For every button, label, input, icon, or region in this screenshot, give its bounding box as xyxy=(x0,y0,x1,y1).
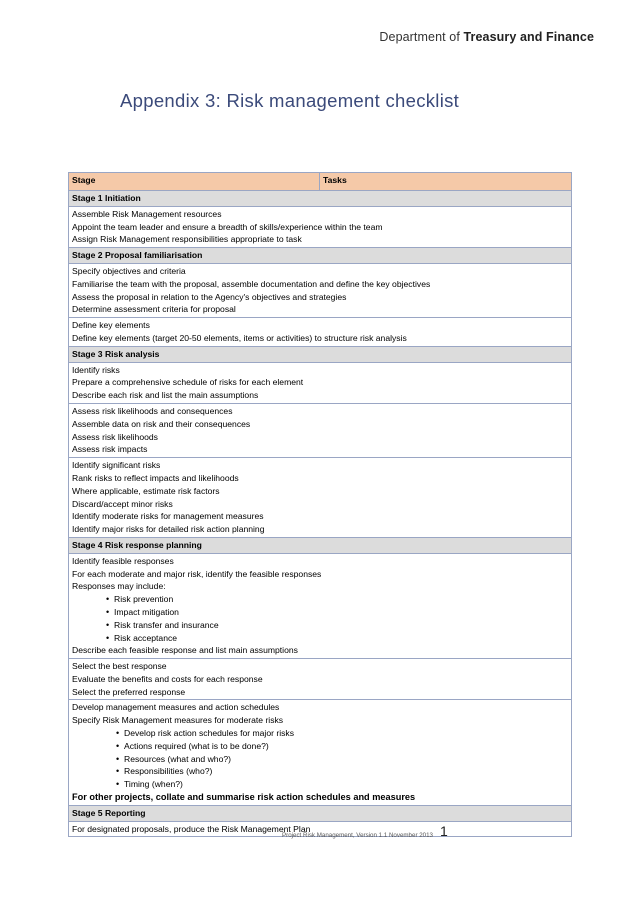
task-line: Identify risks xyxy=(72,364,120,375)
bullet-item: • Actions required (what is to be done?) xyxy=(72,740,568,753)
stage-5-label: Stage 5 Reporting xyxy=(69,805,572,821)
task-group xyxy=(69,362,572,403)
task-line: Identify feasible responses xyxy=(72,555,174,566)
task-line: Specify objectives and criteria xyxy=(72,265,186,276)
bullet-item: • Timing (when?) xyxy=(72,778,568,791)
task-line: Specify Risk Management measures for moderate risks xyxy=(72,715,284,726)
task-group xyxy=(69,403,572,457)
task-group xyxy=(69,553,572,658)
stage-1-label: Stage 1 Initiation xyxy=(69,191,572,207)
organisation-bold: Treasury and Finance xyxy=(463,30,594,44)
bullet-item: • Risk acceptance xyxy=(72,632,568,645)
table-row xyxy=(69,206,572,247)
task-line: Evaluate the benefits and costs for each response xyxy=(72,673,263,684)
task-line: Select the preferred response xyxy=(72,686,186,697)
task-line: Select the best response xyxy=(72,661,167,672)
task-line-emphasis: For other projects, collate and summarise risk action schedules and measures xyxy=(72,792,416,803)
task-line: Assess risk likelihoods xyxy=(72,431,158,442)
task-line: Rank risks to reflect impacts and likelihoods xyxy=(72,472,239,483)
task-line: Assign Risk Management responsibilities appropriate to task xyxy=(72,234,302,245)
stage-row xyxy=(69,537,572,553)
table-row xyxy=(69,553,572,658)
stage-4-label: Stage 4 Risk response planning xyxy=(69,537,572,553)
risk-checklist-table xyxy=(68,172,572,837)
stage-row xyxy=(69,248,572,264)
stage-row xyxy=(69,191,572,207)
table-row xyxy=(69,458,572,538)
task-group xyxy=(69,458,572,538)
page-number: 1 xyxy=(440,823,448,839)
task-line: Assess risk impacts xyxy=(72,444,148,455)
task-line: Where applicable, estimate risk factors xyxy=(72,485,220,496)
page-title: Appendix 3: Risk management checklist xyxy=(120,90,460,111)
task-line: Prepare a comprehensive schedule of risks for each element xyxy=(72,377,304,388)
task-line: Assess the proposal in relation to the Agency's objectives and strategies xyxy=(72,291,347,302)
bullet-item: • Risk transfer and insurance xyxy=(72,619,568,632)
table-row xyxy=(69,700,572,805)
table-row xyxy=(69,263,572,317)
stage-row xyxy=(69,805,572,821)
task-line: Determine assessment criteria for proposal xyxy=(72,304,236,315)
task-line: Familiarise the team with the proposal, assemble documentation and define the key objectives xyxy=(72,278,431,289)
task-line: Describe each risk and list the main assumptions xyxy=(72,390,259,401)
task-group xyxy=(69,206,572,247)
organisation-name xyxy=(379,30,594,44)
task-line: Assess risk likelihoods and consequences xyxy=(72,405,233,416)
stage-2-label: Stage 2 Proposal familiarisation xyxy=(69,248,572,264)
task-line: Develop management measures and action schedules xyxy=(72,702,280,713)
task-group xyxy=(69,659,572,700)
task-line: For each moderate and major risk, identify the feasible responses xyxy=(72,568,322,579)
table-row xyxy=(69,362,572,403)
column-header-stage: Stage xyxy=(69,173,320,191)
organisation-prefix: Department of xyxy=(379,30,464,44)
task-line: Define key elements xyxy=(72,320,150,331)
task-line: Identify significant risks xyxy=(72,460,161,471)
table-header-row xyxy=(69,173,572,191)
table-row xyxy=(69,659,572,700)
task-line: Identify major risks for detailed risk action planning xyxy=(72,524,265,535)
task-line: Assemble data on risk and their consequences xyxy=(72,418,251,429)
bullet-item: • Resources (what and who?) xyxy=(72,753,568,766)
task-line: Appoint the team leader and ensure a breadth of skills/experience within the team xyxy=(72,221,383,232)
task-group xyxy=(69,700,572,805)
bullet-item: • Impact mitigation xyxy=(72,606,568,619)
task-group xyxy=(69,263,572,317)
footer-text: Project Risk Management, Version 1.1 November 2013 xyxy=(282,832,433,839)
stage-row xyxy=(69,346,572,362)
bullet-item: • Develop risk action schedules for major risks xyxy=(72,727,568,740)
task-line: Identify moderate risks for management measures xyxy=(72,511,264,522)
table-row xyxy=(69,403,572,457)
bullet-item: • Risk prevention xyxy=(72,593,568,606)
task-line: Define key elements (target 20-50 elements, items or activities) to structure risk analysis xyxy=(72,332,407,343)
task-line: Assemble Risk Management resources xyxy=(72,208,222,219)
task-line: For designated proposals, produce the Risk Management Plan xyxy=(72,823,311,834)
task-line: Describe each feasible response and list main assumptions xyxy=(72,645,298,656)
task-line: Discard/accept minor risks xyxy=(72,498,173,509)
stage-3-label: Stage 3 Risk analysis xyxy=(69,346,572,362)
task-group xyxy=(69,318,572,347)
task-line: Responses may include: xyxy=(72,581,166,592)
column-header-tasks: Tasks xyxy=(320,173,572,191)
bullet-item: • Responsibilities (who?) xyxy=(72,765,568,778)
table-row xyxy=(69,318,572,347)
